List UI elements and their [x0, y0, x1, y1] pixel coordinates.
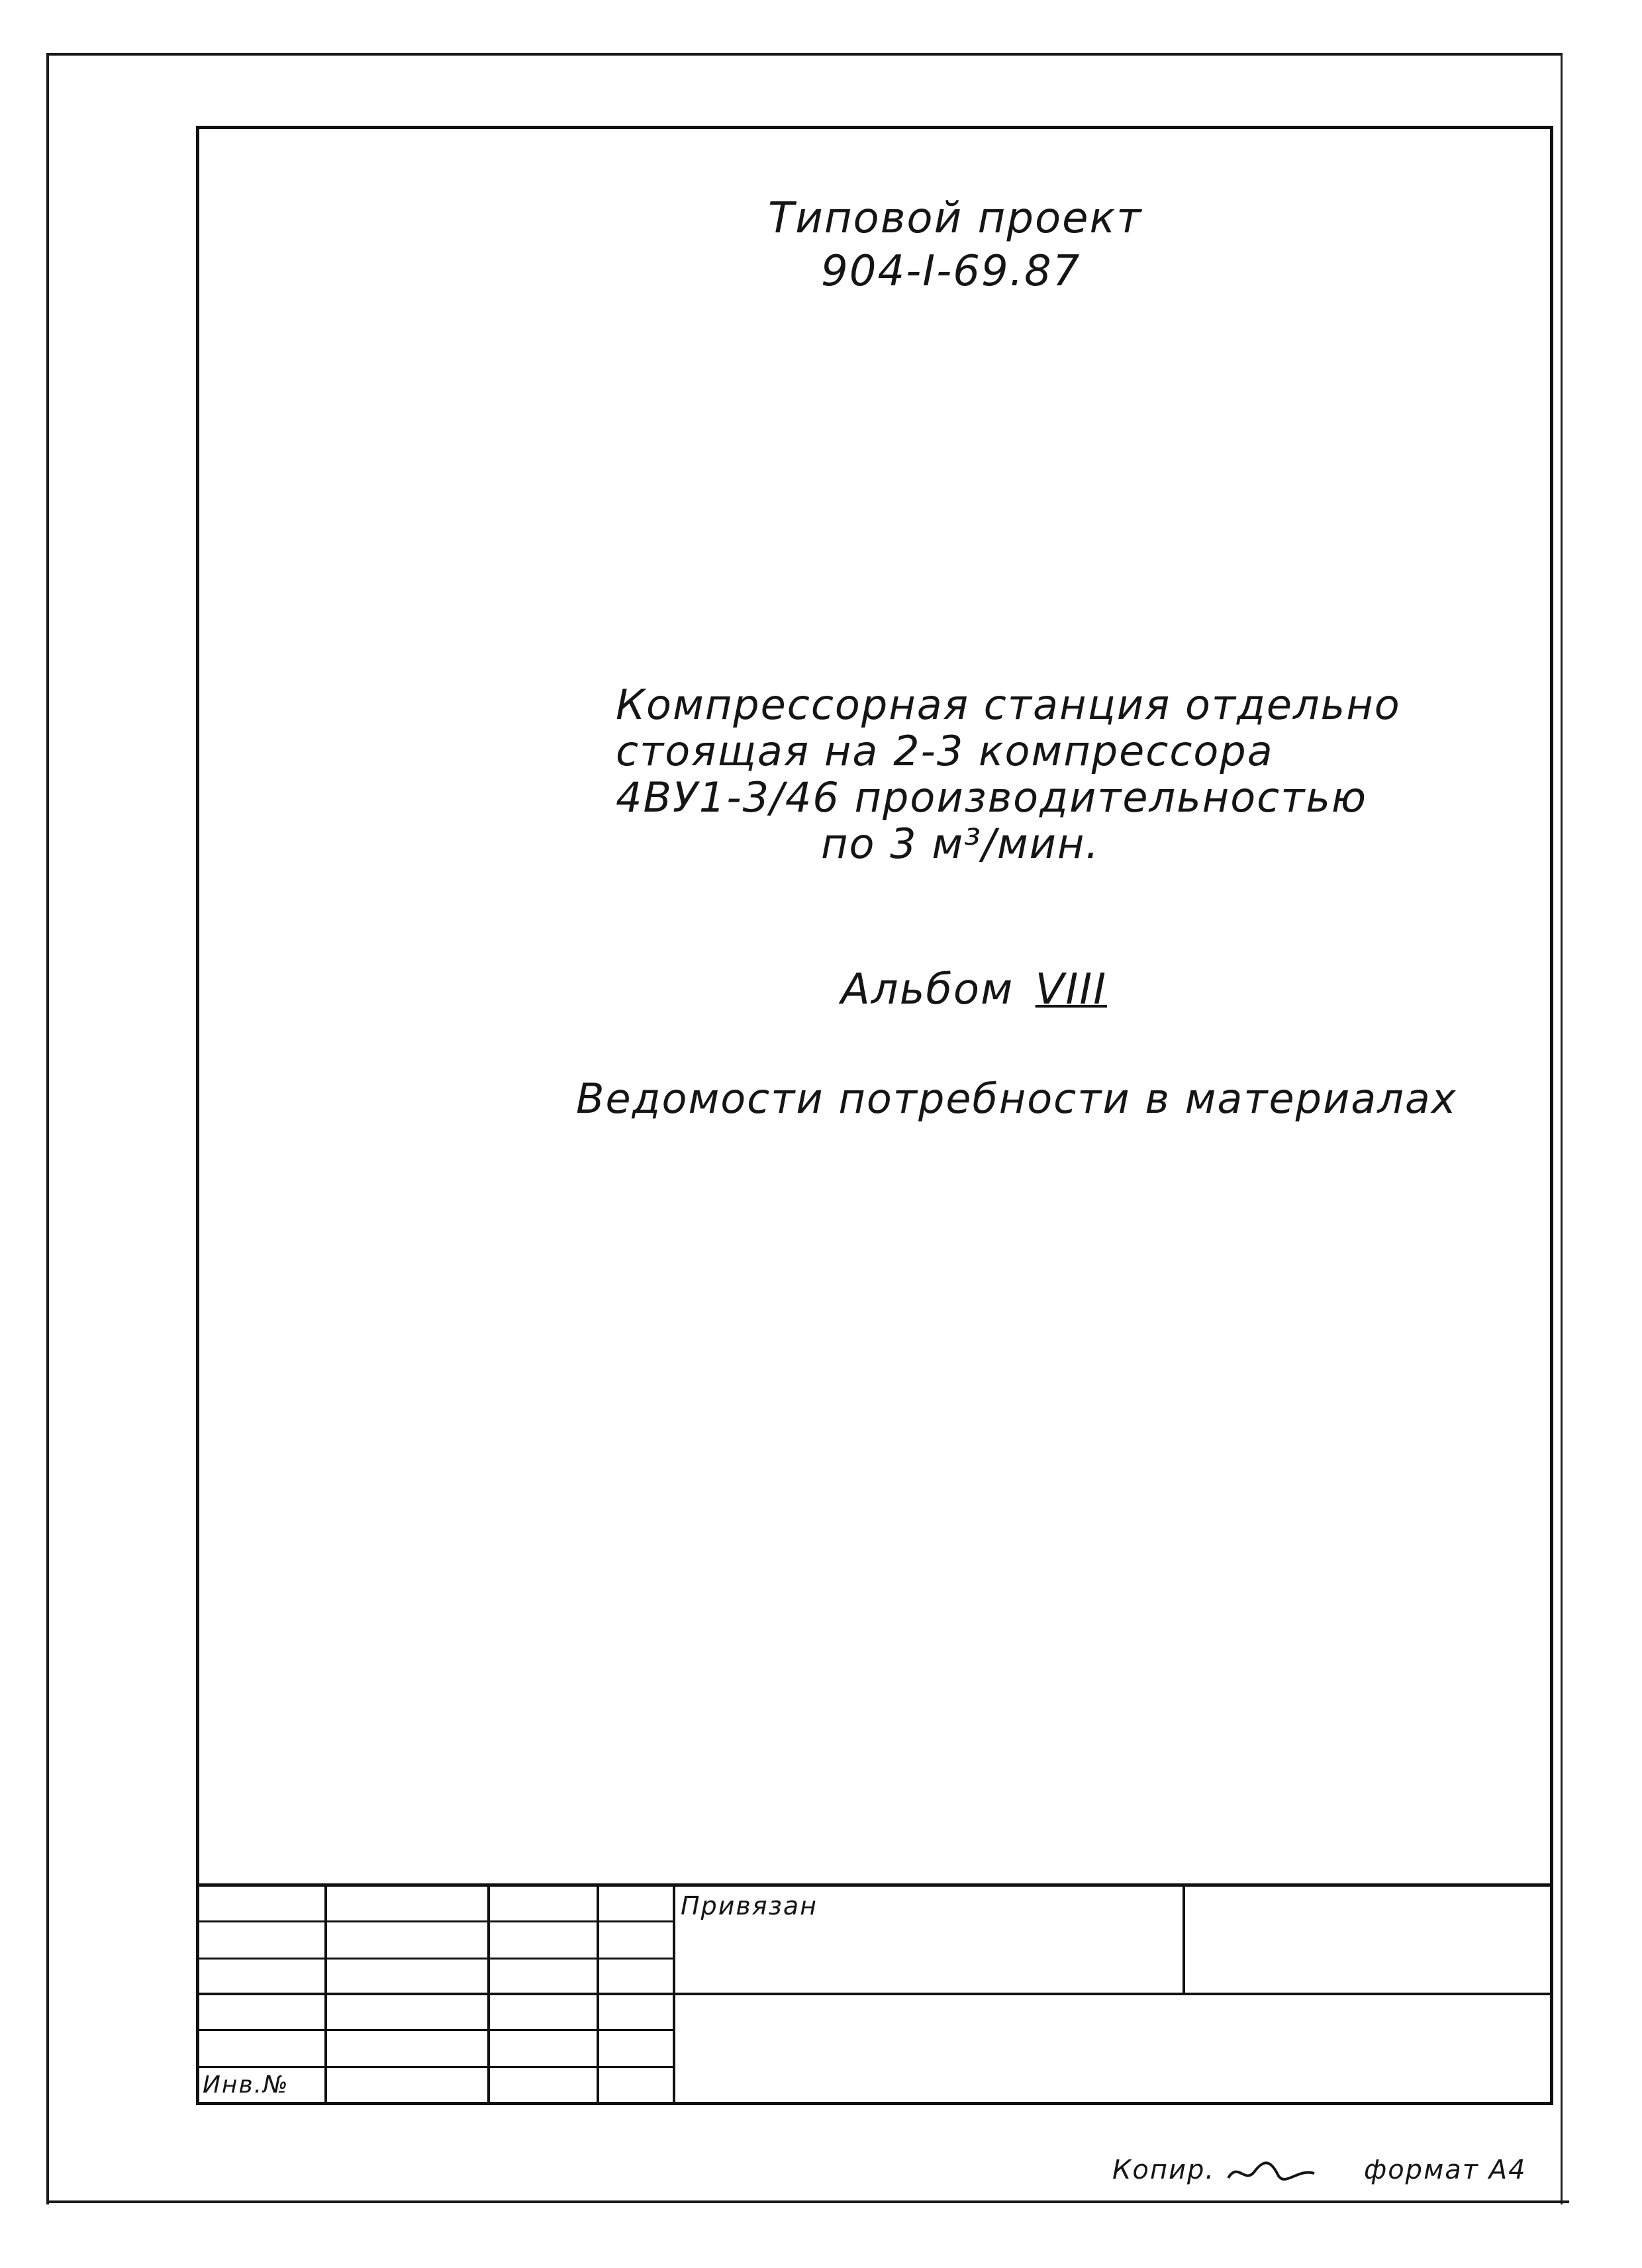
- album-title: [841, 963, 1238, 1016]
- title-block: [196, 1883, 1553, 2105]
- description-line-2: стоящая на 2-3 компрессора: [616, 727, 1274, 775]
- album-subject: Ведомости потребности в материалах: [576, 1074, 1457, 1123]
- copied-note: Копир.: [1112, 2155, 1318, 2188]
- inventory-number-label: Инв.№: [203, 2071, 289, 2099]
- description-line-1: Компрессорная станция отдельно: [616, 681, 1401, 729]
- outer-frame-bottom: [46, 2200, 1569, 2203]
- project-heading: [768, 192, 1364, 298]
- project-code: 904-I-69.87: [821, 247, 1081, 296]
- album-label: Альбом: [841, 965, 1014, 1014]
- description-line-3: 4ВУ1-3/46 производительностью: [616, 773, 1368, 822]
- description-line-4: по 3 м³/мин.: [821, 820, 1100, 868]
- format-note: формат А4: [1364, 2155, 1527, 2185]
- album-number: VIII: [1035, 965, 1108, 1014]
- signature-icon: [1225, 2155, 1318, 2188]
- linked-label: Привязан: [681, 1891, 818, 1920]
- project-type: Типовой проект: [768, 194, 1143, 243]
- project-description: [616, 682, 1476, 867]
